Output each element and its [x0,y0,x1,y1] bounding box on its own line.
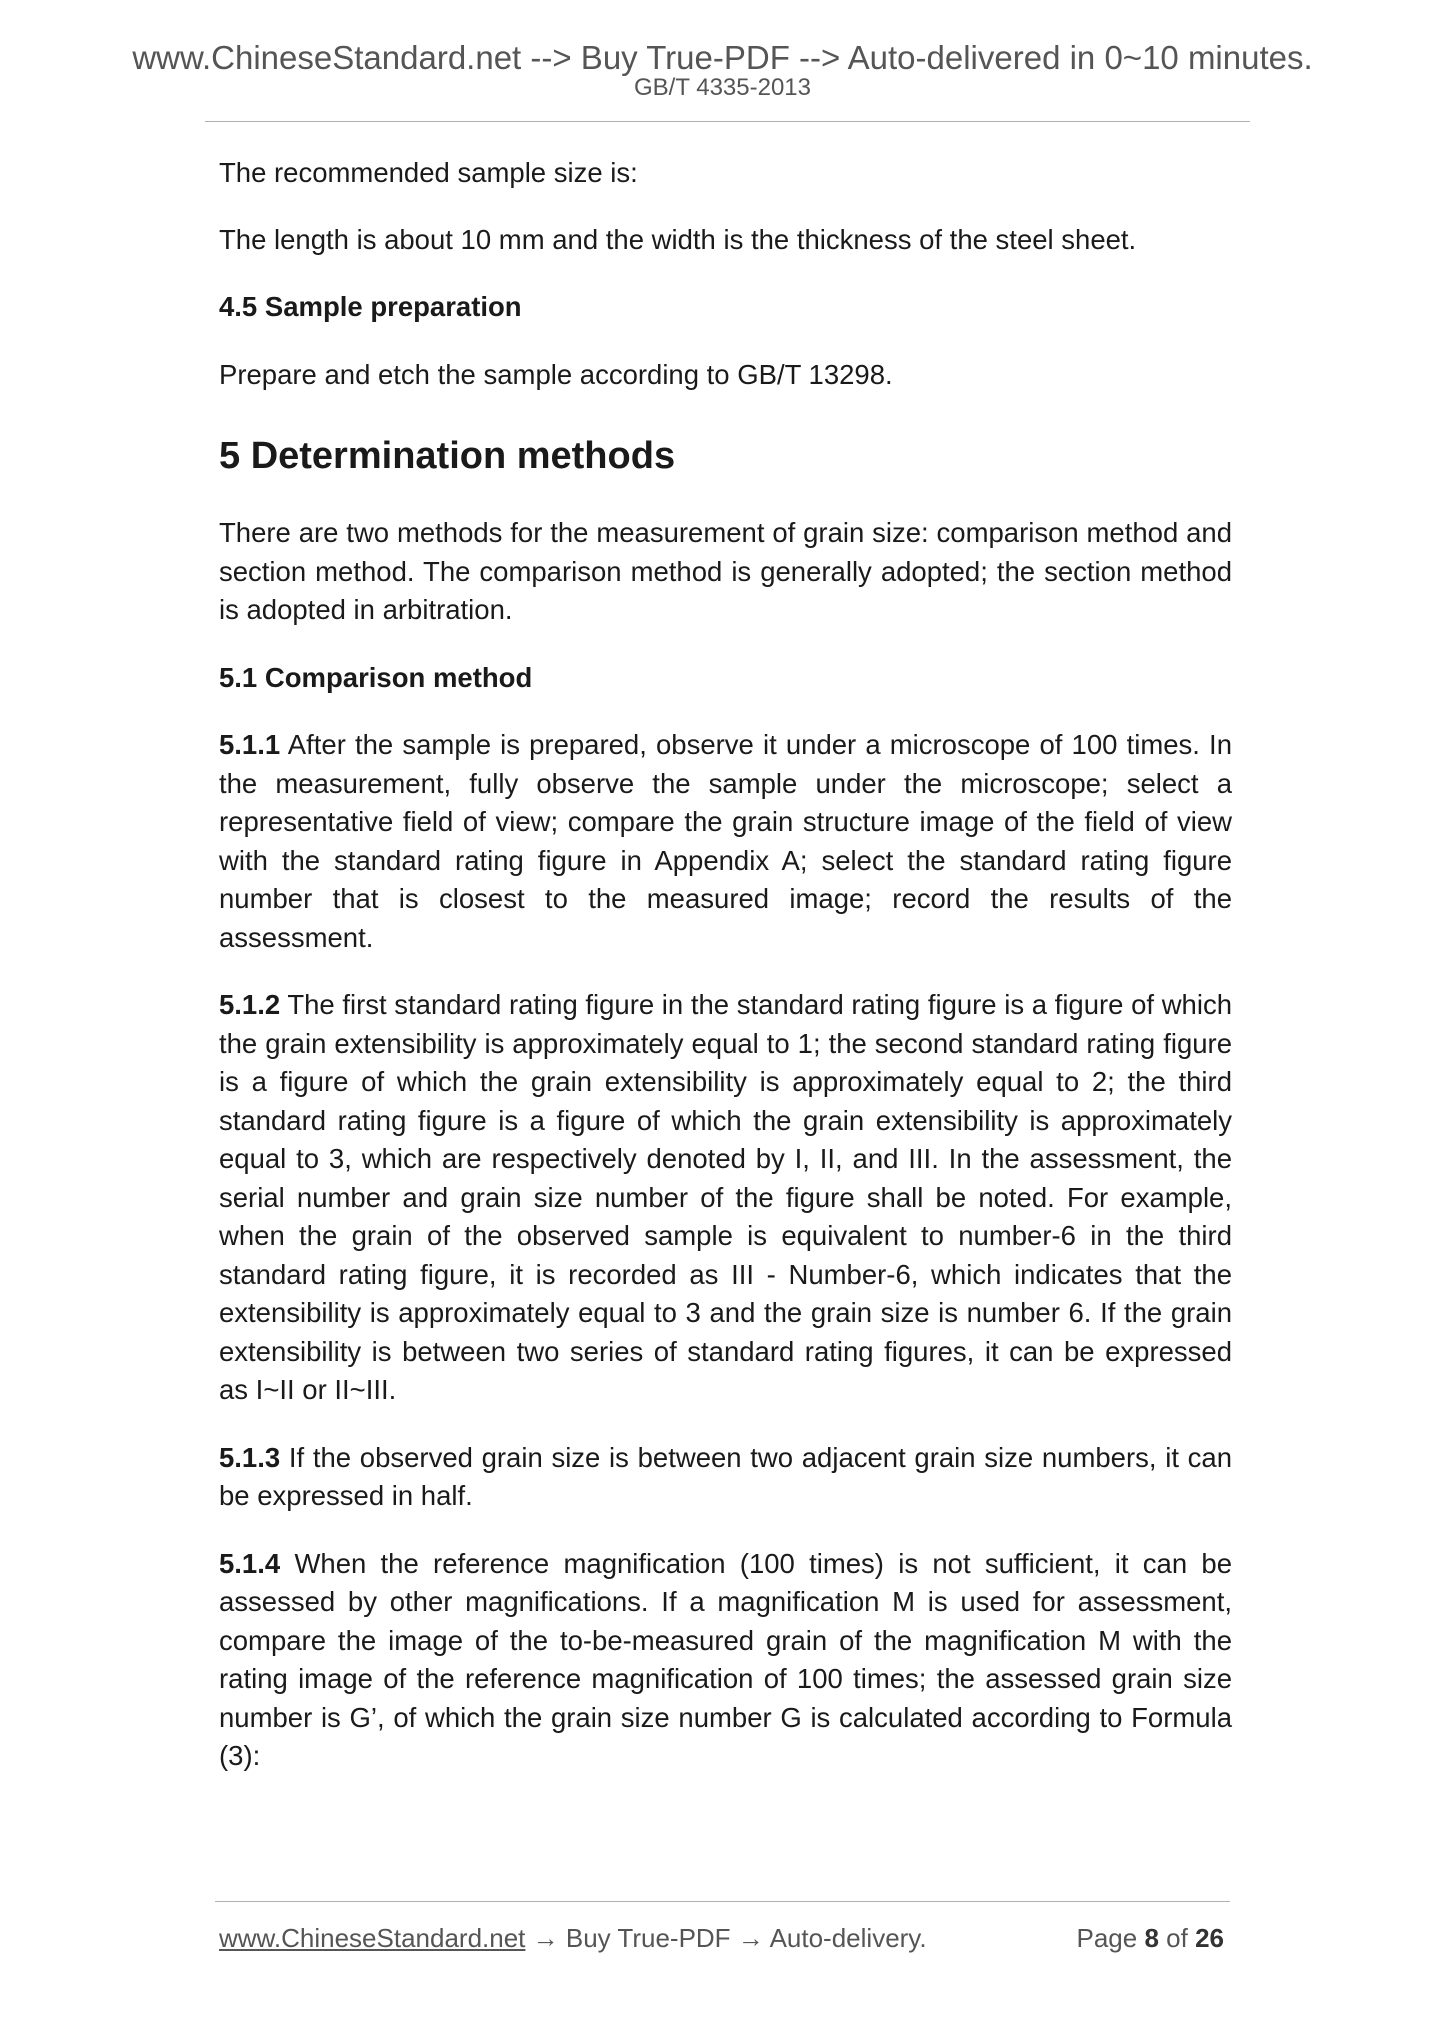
clause-5-1-4 [219,1545,1232,1776]
determination-methods-text: There are two methods for the measurement of grain size: comparison method and section method. The comparison method is generally adopted; the section method is adopted in arbitration. [219,517,1232,625]
standard-code: GB/T 4335-2013 [633,74,811,101]
footer-site-link[interactable]: www.ChineseStandard.net [219,1923,526,1953]
page-label: Page [1076,1923,1138,1953]
clause-text: After the sample is prepared, observe it under a microscope of 100 times. In the measurement, fully observe the sample under the microscope; select a representative field of view; compare the grain structure image of the field of view with the standard rating figure in Appendix A; select the standard rating figure number that is closest to the measured image; record the results of the assessment. [219,729,1232,953]
total-pages: 26 [1195,1923,1224,1953]
heading-5: 5 Determination methods [219,435,676,477]
footer-divider [215,1901,1230,1902]
heading-4-5: 4.5 Sample preparation [219,291,522,322]
header-banner: www.ChineseStandard.net --> Buy True-PDF --> Auto-delivered in 0~10 minutes. [132,39,1313,76]
clause-text: The first standard rating figure in the standard rating figure is a figure of which the grain extensibility is approximately equal to 1; the second standard rating figure is a figure of which the grain extensibility is approximately equal to 2; the third standard rating figure is a figure of which the grain extensibility is approximately equal to 3, which are respectively denoted by I, II, and III. In the assessment, the serial number and grain size number of the figure shall be noted. For example, when the grain of the observed sample is equivalent to number-6 in the third standard rating figure, it is recorded as III - Number-6, which indicates that the extensibility is approximately equal to 3 and the grain size is number 6. If the grain extensibility is between two series of standard rating figures, it can be expressed as I~II or II~III. [219,989,1232,1405]
clause-text: When the reference magnification (100 times) is not sufficient, it can be assessed by other magnifications. If a magnification M is used for assessment, compare the image of the to-be-measured grain of the magnification M with the rating image of the reference magnification of 100 times; the assessed grain size number is G’, of which the grain size number G is calculated according to Formula (3): [219,1547,1232,1771]
clause-5-1-1 [219,726,1232,957]
clause-number: 5.1.1 [219,729,281,760]
page-indicator [1076,1921,1224,1955]
page-footer [219,1921,1232,1955]
clause-number: 5.1.2 [219,989,281,1020]
sample-size-intro: The recommended sample size is: [219,157,638,188]
of-label: of [1166,1923,1188,1953]
clause-number: 5.1.3 [219,1441,281,1473]
clause-text: If the observed grain size is between two adjacent grain size numbers, it can be expressed in half. [219,1441,1232,1511]
clause-number: 5.1.4 [219,1547,281,1579]
page-number: 8 [1144,1923,1159,1953]
clause-5-1-2 [219,986,1232,1410]
sample-size-detail: The length is about 10 mm and the width is the thickness of the steel sheet. [219,223,1137,255]
page-body [219,154,1232,1805]
footer-tagline: → Buy True-PDF → Auto-delivery. [525,1923,927,1953]
clause-5-1-3 [219,1439,1232,1516]
heading-5-1: 5.1 Comparison method [219,661,533,693]
sample-preparation-text: Prepare and etch the sample according to GB/T 13298. [219,358,893,390]
header-divider [205,121,1250,122]
